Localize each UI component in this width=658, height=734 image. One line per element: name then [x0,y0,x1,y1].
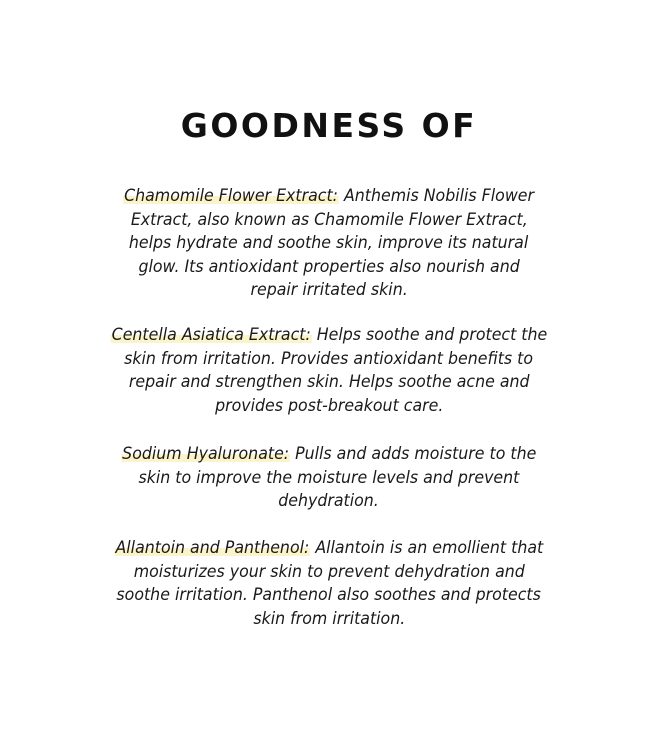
ingredient-description-text: Allantoin is an emollient that [310,538,544,557]
ingredient-name: Chamomile Flower Extract: [124,186,339,205]
ingredient-name: Allantoin and Panthenol: [115,538,310,557]
ingredient-description-line: dehydration. [278,491,380,510]
ingredient-first-line [0,323,658,347]
ingredient-description-line: skin from irritation. Provides antioxidant benefits to [124,348,534,368]
ingredient-description-text: Anthemis Nobilis Flower [339,186,535,205]
ingredient-first-line [0,536,658,560]
ingredient-description-text: Helps soothe and protect the [311,325,548,344]
ingredient-description-line: glow. Its antioxidant properties also nourish and [138,256,520,276]
ingredient-allantoin-panthenol [0,536,658,630]
ingredient-description-line: helps hydrate and soothe skin, improve its natural [129,233,529,252]
ingredient-description-line: repair irritated skin. [250,280,408,299]
ingredient-sodium-hyaluronate [0,442,658,513]
ingredient-description-line: moisturizes your skin to prevent dehydration and [133,561,525,581]
page-title: GOODNESS OF [180,106,478,145]
ingredient-first-line [0,184,658,208]
ingredient-chamomile [0,184,658,302]
ingredient-centella [0,323,658,417]
ingredient-description-line: repair and strengthen skin. Helps soothe acne and [128,372,530,391]
ingredient-description-line: provides post-breakout care. [214,395,444,415]
ingredient-description-line: soothe irritation. Panthenol also soothes and protects [116,585,542,604]
ingredient-description-line: skin to improve the moisture levels and prevent [138,467,520,487]
ingredient-first-line [0,442,658,466]
ingredient-description-line: skin from irritation. [253,608,405,628]
ingredient-name: Sodium Hyaluronate: [122,444,290,463]
ingredient-description-line: Extract, also known as Chamomile Flower Extract, [130,209,528,229]
ingredient-name: Centella Asiatica Extract: [111,325,311,344]
ingredient-description-text: Pulls and adds moisture to the [290,444,537,463]
